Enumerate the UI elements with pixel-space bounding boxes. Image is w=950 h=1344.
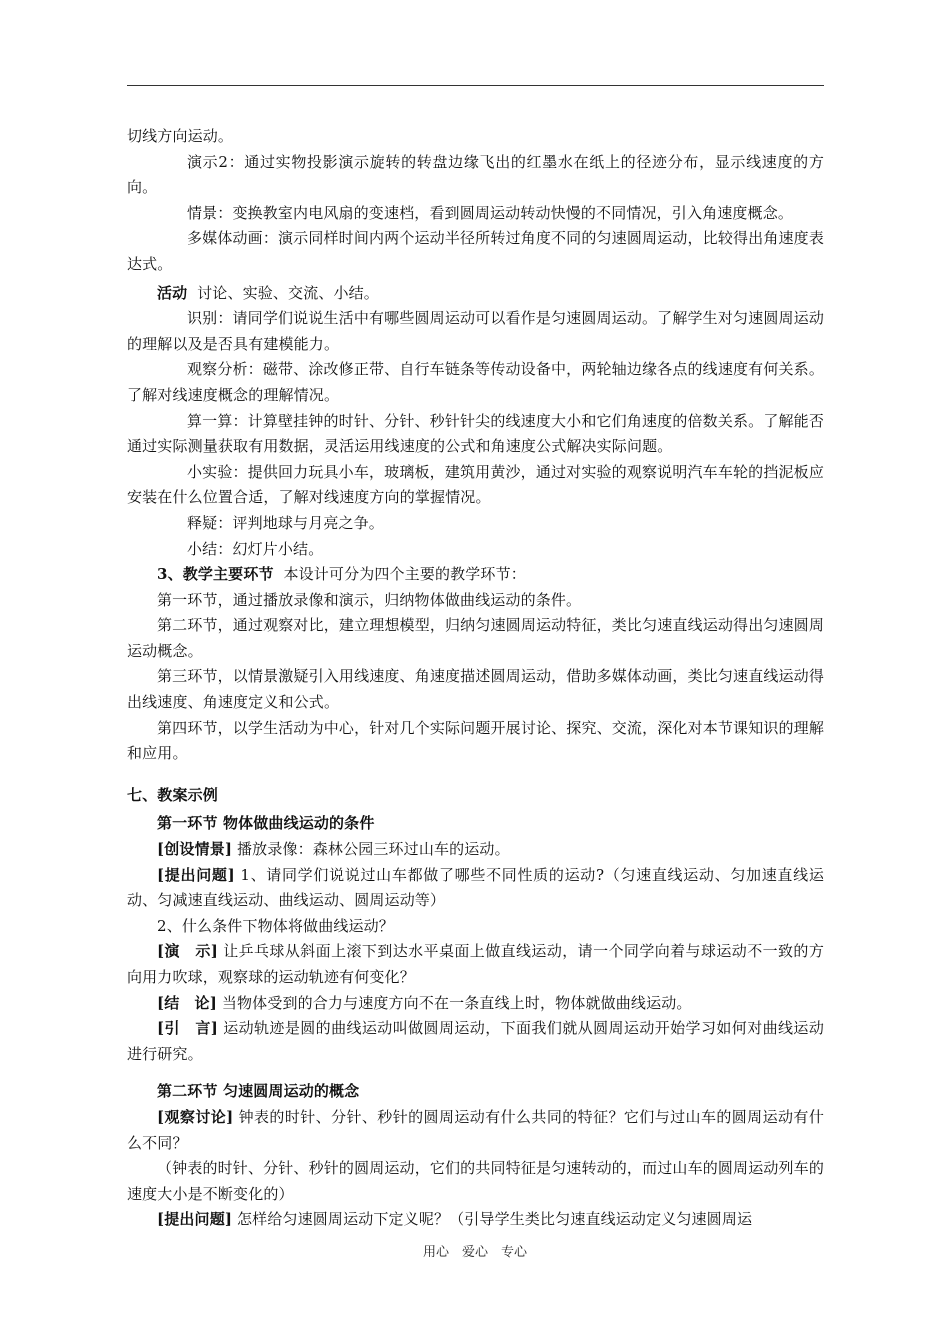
paragraph: [127, 939, 824, 990]
paragraph: 小结：幻灯片小结。: [187, 539, 324, 558]
paragraph: （钟表的时针、分针、秒针的圆周运动，它们的共同特征是匀速转动的，而过山车的圆周运动列车的速度大小是不断变化的）: [127, 1159, 824, 1203]
paragraph-text: 让乒乓球从斜面上滚下到达水平桌面上做直线运动，请一个同学向着与球运动不一致的方向用力吹球，观察球的运动轨迹有何变化？: [127, 942, 824, 986]
paragraph: [127, 1016, 824, 1067]
paragraph-text: 播放录像：森林公园三环过山车的运动。: [237, 840, 510, 859]
paragraph: [127, 991, 824, 1017]
paragraph: [127, 837, 824, 863]
paragraph: 2、什么条件下物体将做曲线运动？: [157, 916, 394, 935]
paragraph: [127, 1207, 824, 1233]
document-body: [127, 124, 824, 1233]
paragraph: 情景：变换教室内电风扇的变速档，看到圆周运动转动快慢的不同情况，引入角速度概念。: [187, 203, 794, 222]
paragraph: 切线方向运动。: [127, 127, 234, 145]
paragraph-text: 讨论、实验、交流、小结。: [197, 283, 379, 302]
paragraph: 第四环节，以学生活动为中心，针对几个实际问题开展讨论、探究、交流，深化对本节课知识的理解和应用。: [127, 718, 824, 763]
inline-label: [创设情景]: [157, 840, 233, 859]
paragraph-text: 1、请同学们说说过山车都做了哪些不同性质的运动?（匀速直线运动、匀加速直线运动、匀减速直线运动、曲线运动、圆周运动等）: [127, 865, 824, 910]
subsection-heading: 第二环节 匀速圆周运动的概念: [157, 1082, 360, 1101]
paragraph-text: 运动轨迹是圆的曲线运动叫做圆周运动，下面我们就从圆周运动开始学习如何对曲线运动进行研究。: [127, 1019, 824, 1063]
page-footer: 用心 爱心 专心: [422, 1245, 527, 1260]
inline-label: [引 言]: [157, 1019, 218, 1038]
paragraph: 演示2：通过实物投影演示旋转的转盘边缘飞出的红墨水在纸上的径迹分布，显示线速度的方向。: [127, 152, 824, 197]
paragraph-text: 怎样给匀速圆周运动下定义呢？（引导学生类比匀速直线运动定义匀速圆周运: [237, 1210, 753, 1229]
paragraph: 第二环节，通过观察对比，建立理想模型，归纳匀速圆周运动特征，类比匀速直线运动得出匀速圆周运动概念。: [127, 616, 824, 660]
paragraph: 观察分析：磁带、涂改修正带、自行车链条等传动设备中，两轮轴边缘各点的线速度有何关系。了解对线速度概念的理解情况。: [127, 360, 824, 404]
paragraph: 第三环节，以情景激疑引入用线速度、角速度描述圆周运动，借助多媒体动画，类比匀速直线运动得出线速度、角速度定义和公式。: [127, 667, 824, 712]
paragraph: 多媒体动画：演示同样时间内两个运动半径所转过角度不同的匀速圆周运动，比较得出角速度表达式。: [127, 229, 824, 273]
paragraph-text: 钟表的时针、分针、秒针的圆周运动有什么共同的特征？它们与过山车的圆周运动有什么不同？: [127, 1107, 824, 1152]
paragraph: 第一环节，通过播放录像和演示，归纳物体做曲线运动的条件。: [157, 590, 582, 609]
paragraph: 小实验：提供回力玩具小车，玻璃板，建筑用黄沙，通过对实验的观察说明汽车车轮的挡泥板应安装在什么位置合适，了解对线速度方向的掌握情况。: [127, 462, 824, 507]
inline-heading: 3、教学主要环节: [157, 565, 274, 584]
paragraph: [127, 863, 824, 914]
inline-label: [提出问题]: [157, 1210, 233, 1229]
paragraph: 算一算：计算壁挂钟的时针、分针、秒针针尖的线速度大小和它们角速度的倍数关系。了解能否通过实际测量获取有用数据，灵活运用线速度的公式和角速度公式解决实际问题。: [127, 411, 824, 456]
inline-label: [提出问题]: [157, 865, 235, 884]
inline-label: [结 论]: [157, 993, 217, 1012]
subsection-heading: 第一环节 物体做曲线运动的条件: [157, 814, 375, 833]
header-rule: [127, 85, 824, 86]
paragraph: 识别：请同学们说说生活中有哪些圆周运动可以看作是匀速圆周运动。了解学生对匀速圆周运动的理解以及是否具有建模能力。: [127, 309, 824, 353]
paragraph: [127, 281, 824, 307]
paragraph-text: 当物体受到的合力与速度方向不在一条直线上时，物体就做曲线运动。: [221, 993, 692, 1012]
inline-label: [观察讨论]: [157, 1107, 234, 1126]
inline-heading: 活动: [157, 283, 188, 302]
paragraph: [127, 1105, 824, 1156]
inline-label: [演 示]: [157, 942, 218, 961]
paragraph: 释疑：评判地球与月亮之争。: [187, 513, 384, 532]
paragraph-text: 本设计可分为四个主要的教学环节：: [283, 565, 526, 584]
section-heading: 七、教案示例: [127, 785, 218, 804]
paragraph: [127, 562, 824, 588]
